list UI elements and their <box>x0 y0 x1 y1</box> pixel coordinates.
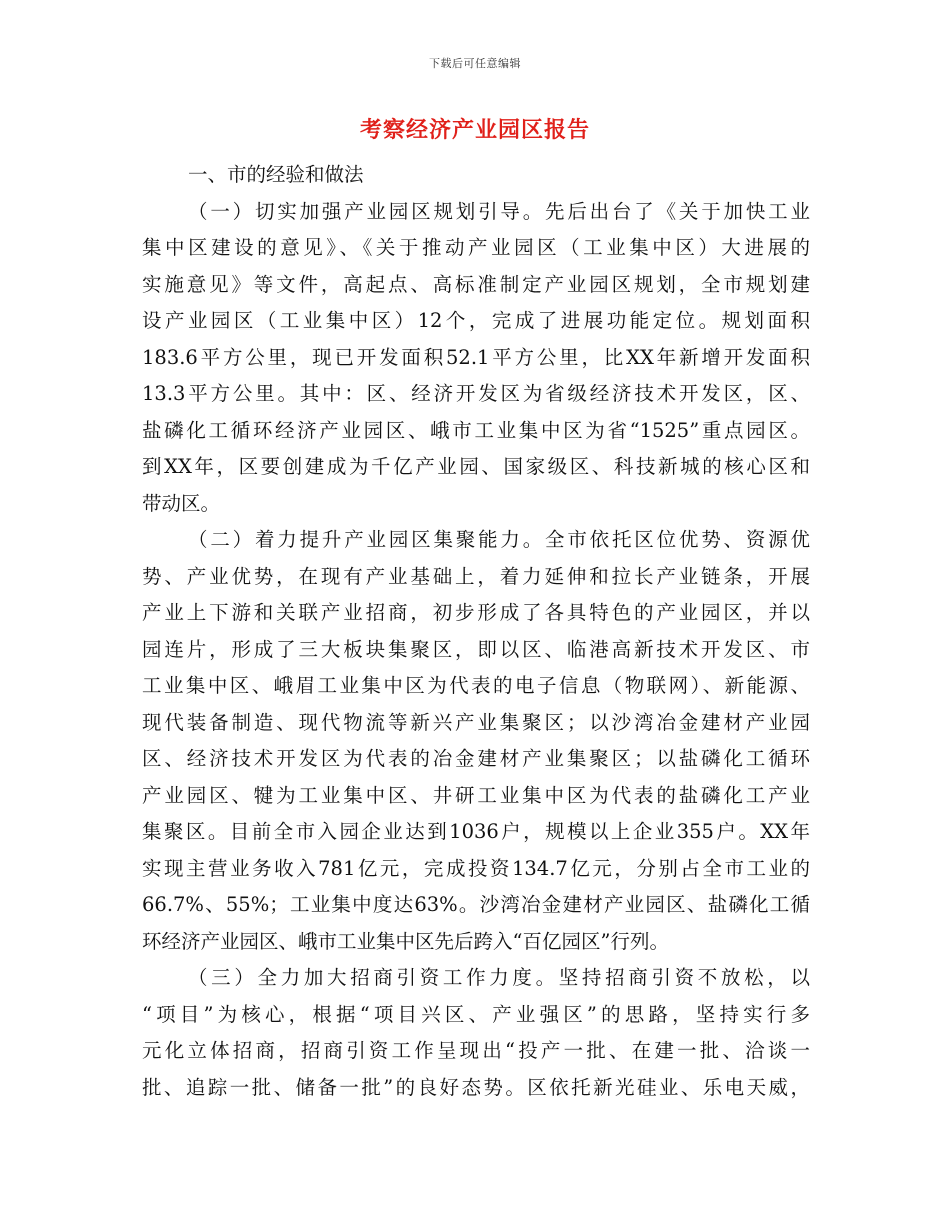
paragraph-line: 元化立体招商，招商引资工作呈现出“投产一批、在建一批、洽谈一 <box>142 1039 810 1062</box>
paragraph-line: 实现主营业务收入781亿元，完成投资134.7亿元，分别占全市工业的 <box>142 856 810 880</box>
paragraph-line: 工业集中区、峨眉工业集中区为代表的电子信息（物联网）、新能源、 <box>142 674 810 697</box>
paragraph-line: 集中区建设的意见》、《关于推动产业园区（工业集中区）大进展的 <box>142 236 810 259</box>
paragraph-line: 实施意见》等文件，高起点、高标准制定产业园区规划，全市规划建 <box>142 272 810 296</box>
paragraph-line: 集聚区。目前全市入园企业达到1036户，规模以上企业355户。XX年 <box>142 820 810 843</box>
body-paragraph <box>142 960 810 1106</box>
paragraph-line: “项目”为核心，根据“项目兴区、产业强区”的思路，坚持实行多 <box>142 1002 810 1026</box>
paragraph-line: 批、追踪一批、储备一批”的良好态势。区依托新光硅业、乐电天威， <box>142 1075 810 1099</box>
section-heading: 一、市的经验和做法 <box>188 163 364 186</box>
paragraph-line: （二）着力提升产业园区集聚能力。全市依托区位优势、资源优 <box>188 528 810 551</box>
paragraph-line: 13.3平方公里。其中：区、经济开发区为省级经济技术开发区，区、 <box>142 382 810 405</box>
paragraph-line: 环经济产业园区、峨市工业集中区先后跨入“百亿园区”行列。 <box>142 929 669 953</box>
paragraph-line: 盐磷化工循环经济产业园区、峨市工业集中区为省“1525”重点园区。 <box>142 418 810 442</box>
document-body <box>142 157 810 1106</box>
paragraph-line: 产业园区、犍为工业集中区、井研工业集中区为代表的盐磷化工产业 <box>142 783 810 807</box>
body-paragraph <box>142 522 810 960</box>
paragraph-line: （一）切实加强产业园区规划引导。先后出台了《关于加快工业 <box>188 199 810 223</box>
paragraph-line: 势、产业优势，在现有产业基础上，着力延伸和拉长产业链条，开展 <box>142 564 810 588</box>
paragraph-line: 到XX年，区要创建成为千亿产业园、国家级区、科技新城的核心区和 <box>142 455 810 478</box>
paragraphs <box>142 194 810 1107</box>
paragraph-line: 现代装备制造、现代物流等新兴产业集聚区；以沙湾冶金建材产业园 <box>142 710 810 734</box>
paragraph-line: 66.7%、55%；工业集中度达63%。沙湾冶金建材产业园区、盐磷化工循 <box>142 893 810 916</box>
document-title: 考察经济产业园区报告 <box>359 117 590 143</box>
header-note: 下载后可任意编辑 <box>429 57 521 70</box>
paragraph-line: 区、经济技术开发区为代表的冶金建材产业集聚区；以盐磷化工循环 <box>142 747 810 770</box>
body-paragraph <box>142 194 810 523</box>
paragraph-line: （三）全力加大招商引资工作力度。坚持招商引资不放松，以 <box>188 966 810 989</box>
paragraph-line: 183.6平方公里，现已开发面积52.1平方公里，比XX年新增开发面积 <box>142 345 810 369</box>
paragraph-line: 产业上下游和关联产业招商，初步形成了各具特色的产业园区，并以 <box>142 601 810 624</box>
paragraph-line: 设产业园区（工业集中区）12个，完成了进展功能定位。规划面积 <box>142 309 810 332</box>
paragraph-line: 带动区。 <box>142 491 221 515</box>
paragraph-line: 园连片，形成了三大板块集聚区，即以区、临港高新技术开发区、市 <box>142 637 810 661</box>
